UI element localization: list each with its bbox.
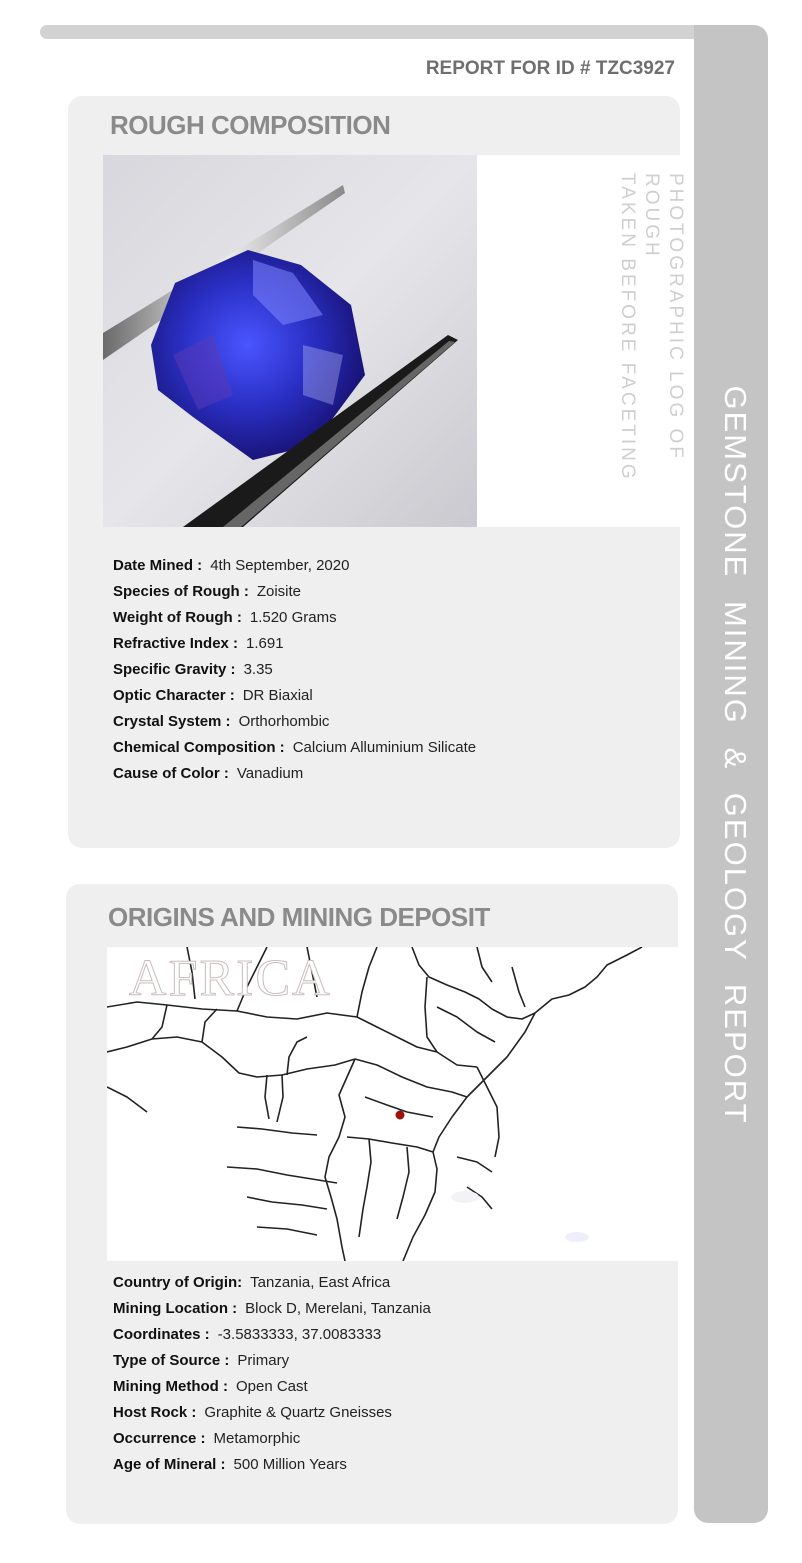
detail-type-of-source: Type of Source : Primary [113,1352,290,1369]
detail-cause-of-color: Cause of Color : Vanadium [113,765,304,782]
detail-species: Species of Rough : Zoisite [113,583,302,600]
detail-host-rock: Host Rock : Graphite & Quartz Gneisses [113,1404,392,1421]
top-decor-bar [40,25,730,39]
detail-coordinates: Coordinates : -3.5833333, 37.0083333 [113,1326,382,1343]
detail-optic-character: Optic Character : DR Biaxial [113,687,313,704]
location-marker [396,1111,405,1120]
rough-composition-title: ROUGH COMPOSITION [110,110,391,140]
origins-details-list [113,1270,431,1478]
detail-country: Country of Origin: Tanzania, East Africa [113,1274,391,1291]
detail-chemical-composition: Chemical Composition : Calcium Alluminium Silicate [113,739,477,756]
rough-gem-photo [103,155,477,527]
detail-specific-gravity: Specific Gravity : 3.35 [113,661,273,678]
detail-occurrence: Occurrence : Metamorphic [113,1430,301,1447]
detail-age-of-mineral: Age of Mineral : 500 Million Years [113,1456,347,1473]
detail-refractive-index: Refractive Index : 1.691 [113,635,284,652]
photo-caption: PHOTOGRAPHIC LOG OF ROUGH TAKEN BEFORE FACETING [617,173,686,482]
detail-mining-method: Mining Method : Open Cast [113,1378,308,1395]
africa-map [107,947,678,1261]
map-label: AFRICA [129,950,332,1007]
detail-crystal-system: Crystal System : Orthorhombic [113,713,330,730]
origins-title: ORIGINS AND MINING DEPOSIT [108,902,490,932]
report-side-title: GEMSTONE MINING & GEOLOGY REPORT [718,385,753,1125]
detail-date-mined: Date Mined : 4th September, 2020 [113,557,350,574]
report-id: REPORT FOR ID # TZC3927 [425,58,675,79]
detail-weight: Weight of Rough : 1.520 Grams [113,609,337,626]
photo-panel [103,155,686,527]
rough-details-list [113,553,476,787]
detail-mining-location: Mining Location : Block D, Merelani, Tanzania [113,1300,431,1317]
